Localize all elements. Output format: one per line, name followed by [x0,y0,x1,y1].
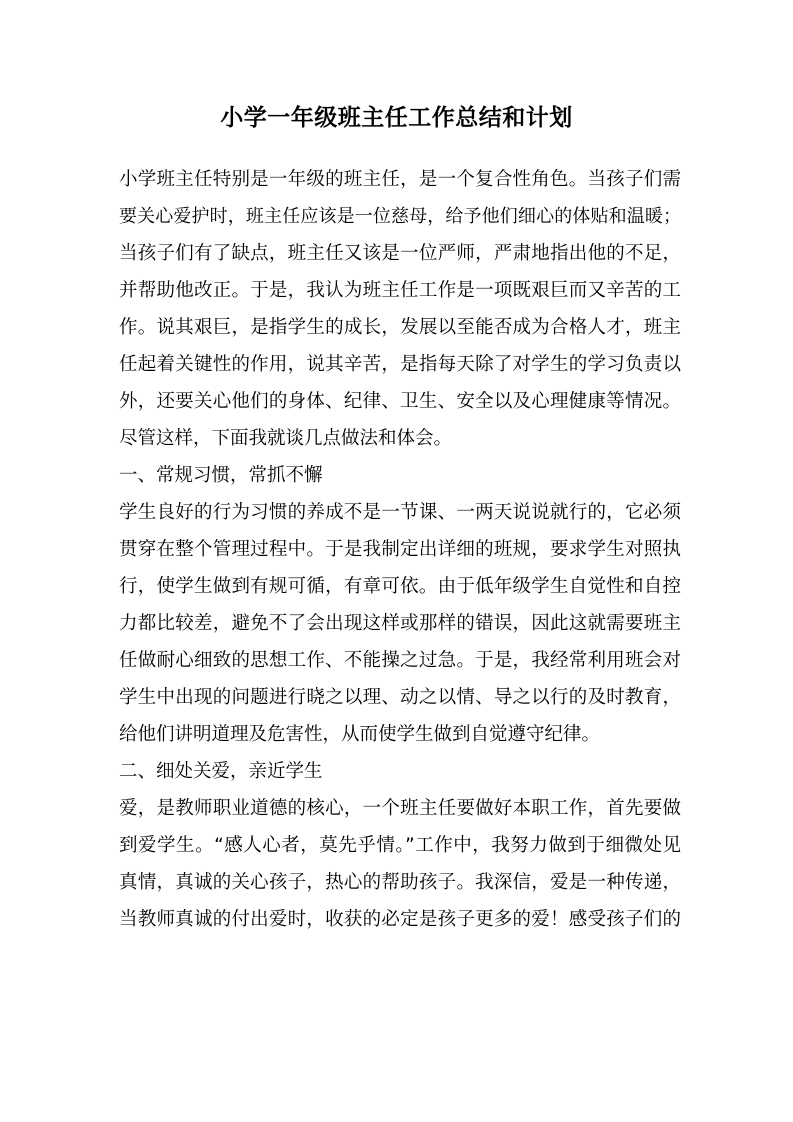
text-line: 尽管这样，下面我就谈几点做法和体会。 [119,428,453,449]
text-line: 真情，真诚的关心孩子，热心的帮助孩子。我深信，爱是一种传递， [119,872,681,893]
text-line: 二、细处关爱，亲近学生 [119,761,323,782]
text-line: 爱，是教师职业道德的核心，一个班主任要做好本职工作，首先要做 [119,798,681,819]
text-line: 外，还要关心他们的身体、纪律、卫生、安全以及心理健康等情况。 [119,391,681,412]
text-line: 学生中出现的问题进行晓之以理、动之以情、导之以行的及时教育， [119,687,681,708]
text-line: 小学班主任特别是一年级的班主任，是一个复合性角色。当孩子们需 [119,169,681,190]
text-line: 贯穿在整个管理过程中。于是我制定出详细的班规，要求学生对照执 [119,539,681,560]
text-line: 要关心爱护时，班主任应该是一位慈母，给予他们细心的体贴和温暖； [119,206,681,227]
document-body [119,161,681,938]
text-line: 给他们讲明道理及危害性，从而使学生做到自觉遵守纪律。 [119,724,601,745]
text-line: 任起着关键性的作用，说其辛苦，是指每天除了对学生的学习负责以 [119,354,681,375]
text-line: 行，使学生做到有规可循，有章可依。由于低年级学生自觉性和自控 [119,576,681,597]
text-line: 到爱学生。“感人心者，莫先乎情。”工作中，我努力做到于细微处见 [119,835,681,856]
text-line: 力都比较差，避免不了会出现这样或那样的错误，因此这就需要班主 [119,613,681,634]
text-line: 并帮助他改正。于是，我认为班主任工作是一项既艰巨而又辛苦的工 [119,280,681,301]
text-line: 当教师真诚的付出爱时，收获的必定是孩子更多的爱！感受孩子们的 [119,909,681,930]
text-line: 当孩子们有了缺点，班主任又该是一位严师，严肃地指出他的不足， [119,243,681,264]
text-line: 学生良好的行为习惯的养成不是一节课、一两天说说就行的，它必须 [119,502,681,523]
document-title: 小学一年级班主任工作总结和计划 [220,105,573,131]
text-line: 任做耐心细致的思想工作、不能操之过急。于是，我经常利用班会对 [119,650,681,671]
text-line: 一、常规习惯，常抓不懈 [119,465,323,486]
text-line: 作。说其艰巨，是指学生的成长，发展以至能否成为合格人才，班主 [119,317,681,338]
